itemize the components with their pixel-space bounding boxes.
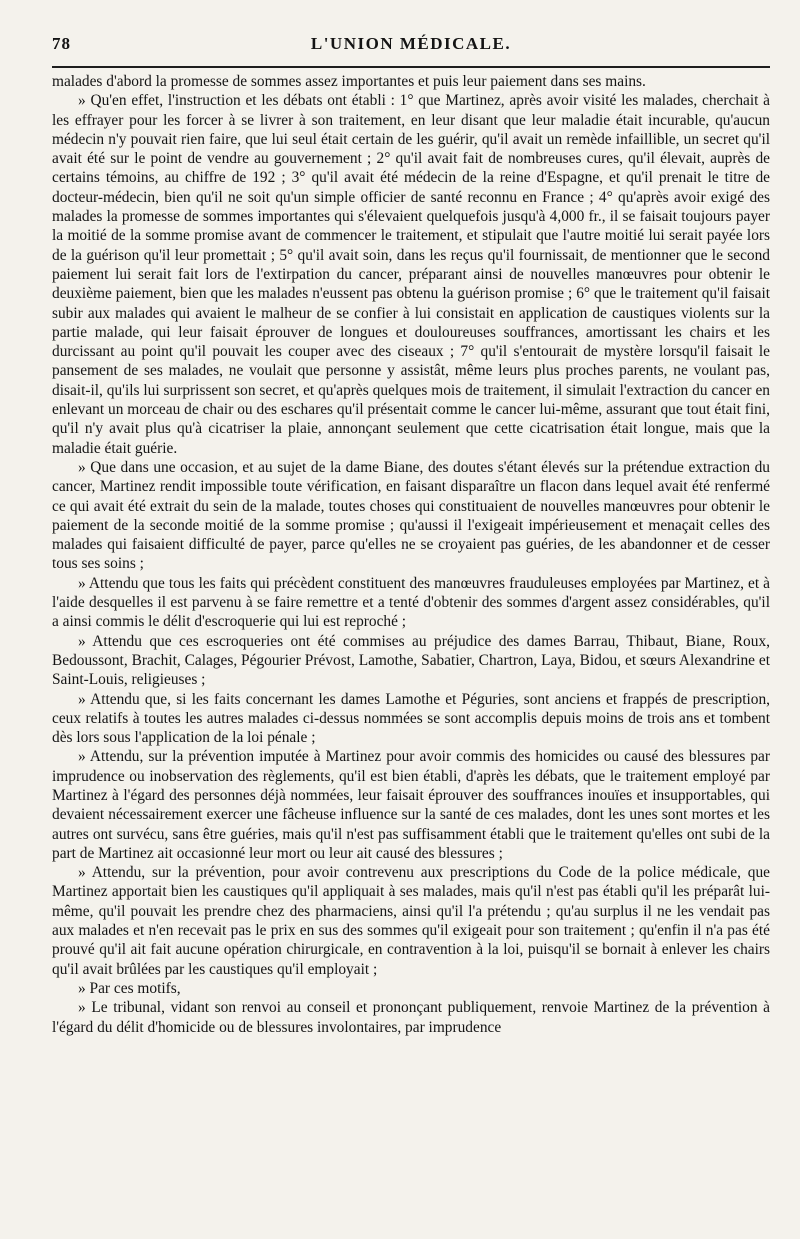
- page-number: 78: [52, 34, 71, 53]
- paragraph: » Que dans une occasion, et au sujet de la dame Biane, des doutes s'étant élevés sur la prétendue extraction du cancer, Martinez rendit impossible toute vérification, en faisant disparaître un flacon dans lequel avait été renfermé ce qui avait été extrait du sein de la malade, toutes choses qui constituaient de nouvelles manœuvres pour obtenir le paiement de la seconde moitié de la somme promise ; qu'aussi il l'exigeait impérieusement et menaçait celles des malades qui faisaient difficulté de payer, parce qu'elles ne se croyaient pas guéries, de les abandonner et de cesser tous ses soins ;: [52, 458, 770, 573]
- paragraph: » Le tribunal, vidant son renvoi au conseil et prononçant publiquement, renvoie Martinez de la prévention à l'égard du délit d'homicide ou de blessures involontaires, par imprudence: [52, 999, 770, 1036]
- paragraph: » Attendu que, si les faits concernant les dames Lamothe et Péguries, sont anciens et frappés de prescription, ceux relatifs à toutes les autres malades ci-dessus nommées se sont accomplis depuis moins de trois ans et tombent dès lors sous l'application de la loi pénale ;: [52, 690, 770, 747]
- paragraph: » Par ces motifs,: [78, 979, 181, 997]
- paragraph: » Attendu, sur la prévention imputée à Martinez pour avoir commis des homicides ou causé des blessures par imprudence ou inobservation des règlements, qu'il est bien établi, d'après les débats, que le traitement employé par Martinez à l'égard des personnes déjà nommées, leur faisait éprouver des souffrances inouïes et insupportables, qui devaient nécessairement exercer une fâcheuse influence sur la santé de ces malades, dont les unes sont mortes et les autres ont survécu, sans être guéries, mais qu'il n'est pas suffisamment établi que le traitement qu'elles ont subi de la part de Martinez ait occasionné leur mort ou leur ait causé des blessures ;: [52, 748, 770, 862]
- running-title: L'UNION MÉDICALE.: [310, 34, 512, 53]
- paragraph: » Qu'en effet, l'instruction et les débats ont établi : 1° que Martinez, après avoir visité les malades, cherchait à les effrayer pour les forcer à se livrer à son traitement, en leur disant que leur maladie était incurable, qu'aucun médecin n'y pouvait rien faire, que lui seul était certain de les guérir, qu'il avait un remède infaillible, un secret qu'il avait été sur le point de vendre au gouvernement ; 2° qu'il avait fait de nombreuses cures, qu'il élevait, auprès de certains témoins, au chiffre de 192 ; 3° qu'il avait été médecin de la reine d'Espagne, et qu'il prenait le titre de docteur-médecin, bien qu'il ne soit qu'un simple officier de santé reconnu en France ; 4° qu'après avoir exigé des malades la promesse de sommes importantes qui s'élevaient quelquefois jusqu'à 4,000 fr., il se faisait toujours payer la moitié de la somme promise avant de commencer le traitement, et stipulait que l'autre moitié lui serait payée lors de la guérison qu'il leur promettait ; 5° qu'il avait soin, dans les reçus qu'il fournissait, de mentionner que le second paiement lui serait fait lors de l'extirpation du cancer, préparant ainsi de nouvelles manœuvres pour obtenir le deuxième paiement, bien que les malades n'eussent pas obtenu la guérison promise ; 6° que le traitement qu'il faisait subir aux malades qui avaient le malheur de se confier à lui consistait en application de caustiques violents sur la partie malade, qui leur faisait éprouver de longues et douloureuses souffrances, amortissant les chairs et les durcissant au point qu'il pouvait les couper avec des ciseaux ; 7° qu'il s'entourait de mystère lorsqu'il faisait le pansement de ses malades, ne voulait que personne y assistât, même leurs plus proches parents, ne voulant pas, disait-il, qu'ils lui surprissent son secret, et qu'après quelques mois de traitement, il simulait l'extraction du cancer en enlevant un morceau de chair ou des eschares qu'il présentait comme le cancer lui-même, assurant que tout était fini, qu'il n'y avait plus qu'à cicatriser la plaie, annonçant seulement que cette cicatrisation était longue, mais que la maladie était guérie.: [52, 92, 770, 457]
- article-body: [52, 72, 770, 1037]
- paragraph: » Attendu que ces escroqueries ont été commises au préjudice des dames Barrau, Thibaut, Biane, Roux, Bedoussont, Brachit, Calages, Pégourier Prévost, Lamothe, Sabatier, Chartron, Laya, Bidou, et sœurs Alexandrine et Saint-Louis, religieuses ;: [52, 632, 770, 689]
- header-rule: [52, 66, 770, 68]
- paragraph: » Attendu que tous les faits qui précèdent constituent des manœuvres frauduleuses employées par Martinez, et à l'aide desquelles il est parvenu à se faire remettre et a tenté d'obtenir des sommes d'argent assez considérables, qu'il a ainsi commis le délit d'escroquerie qui lui est reproché ;: [52, 574, 770, 631]
- page-header: [52, 34, 770, 60]
- paragraph: » Attendu, sur la prévention, pour avoir contrevenu aux prescriptions du Code de la police médicale, que Martinez apportait bien les caustiques qu'il appliquait à ses malades, mais qu'il n'est pas établi qu'il les préparât lui-même, qu'il pouvait les prendre chez des pharmaciens, ainsi qu'il l'a prétendu ; qu'au surplus il ne les vendait pas aux malades et n'en recevait pas le prix en sus des sommes qu'il exigeait pour son traitement ; qu'enfin il n'a pas été prouvé qu'il ait fait aucune opération chirurgicale, en contravention à la loi, puisqu'il se bornait à enlever les chairs qu'il avait brûlées par les caustiques qu'il employait ;: [52, 864, 770, 978]
- paragraph: malades d'abord la promesse de sommes assez importantes et puis leur paiement dans ses mains.: [52, 73, 646, 90]
